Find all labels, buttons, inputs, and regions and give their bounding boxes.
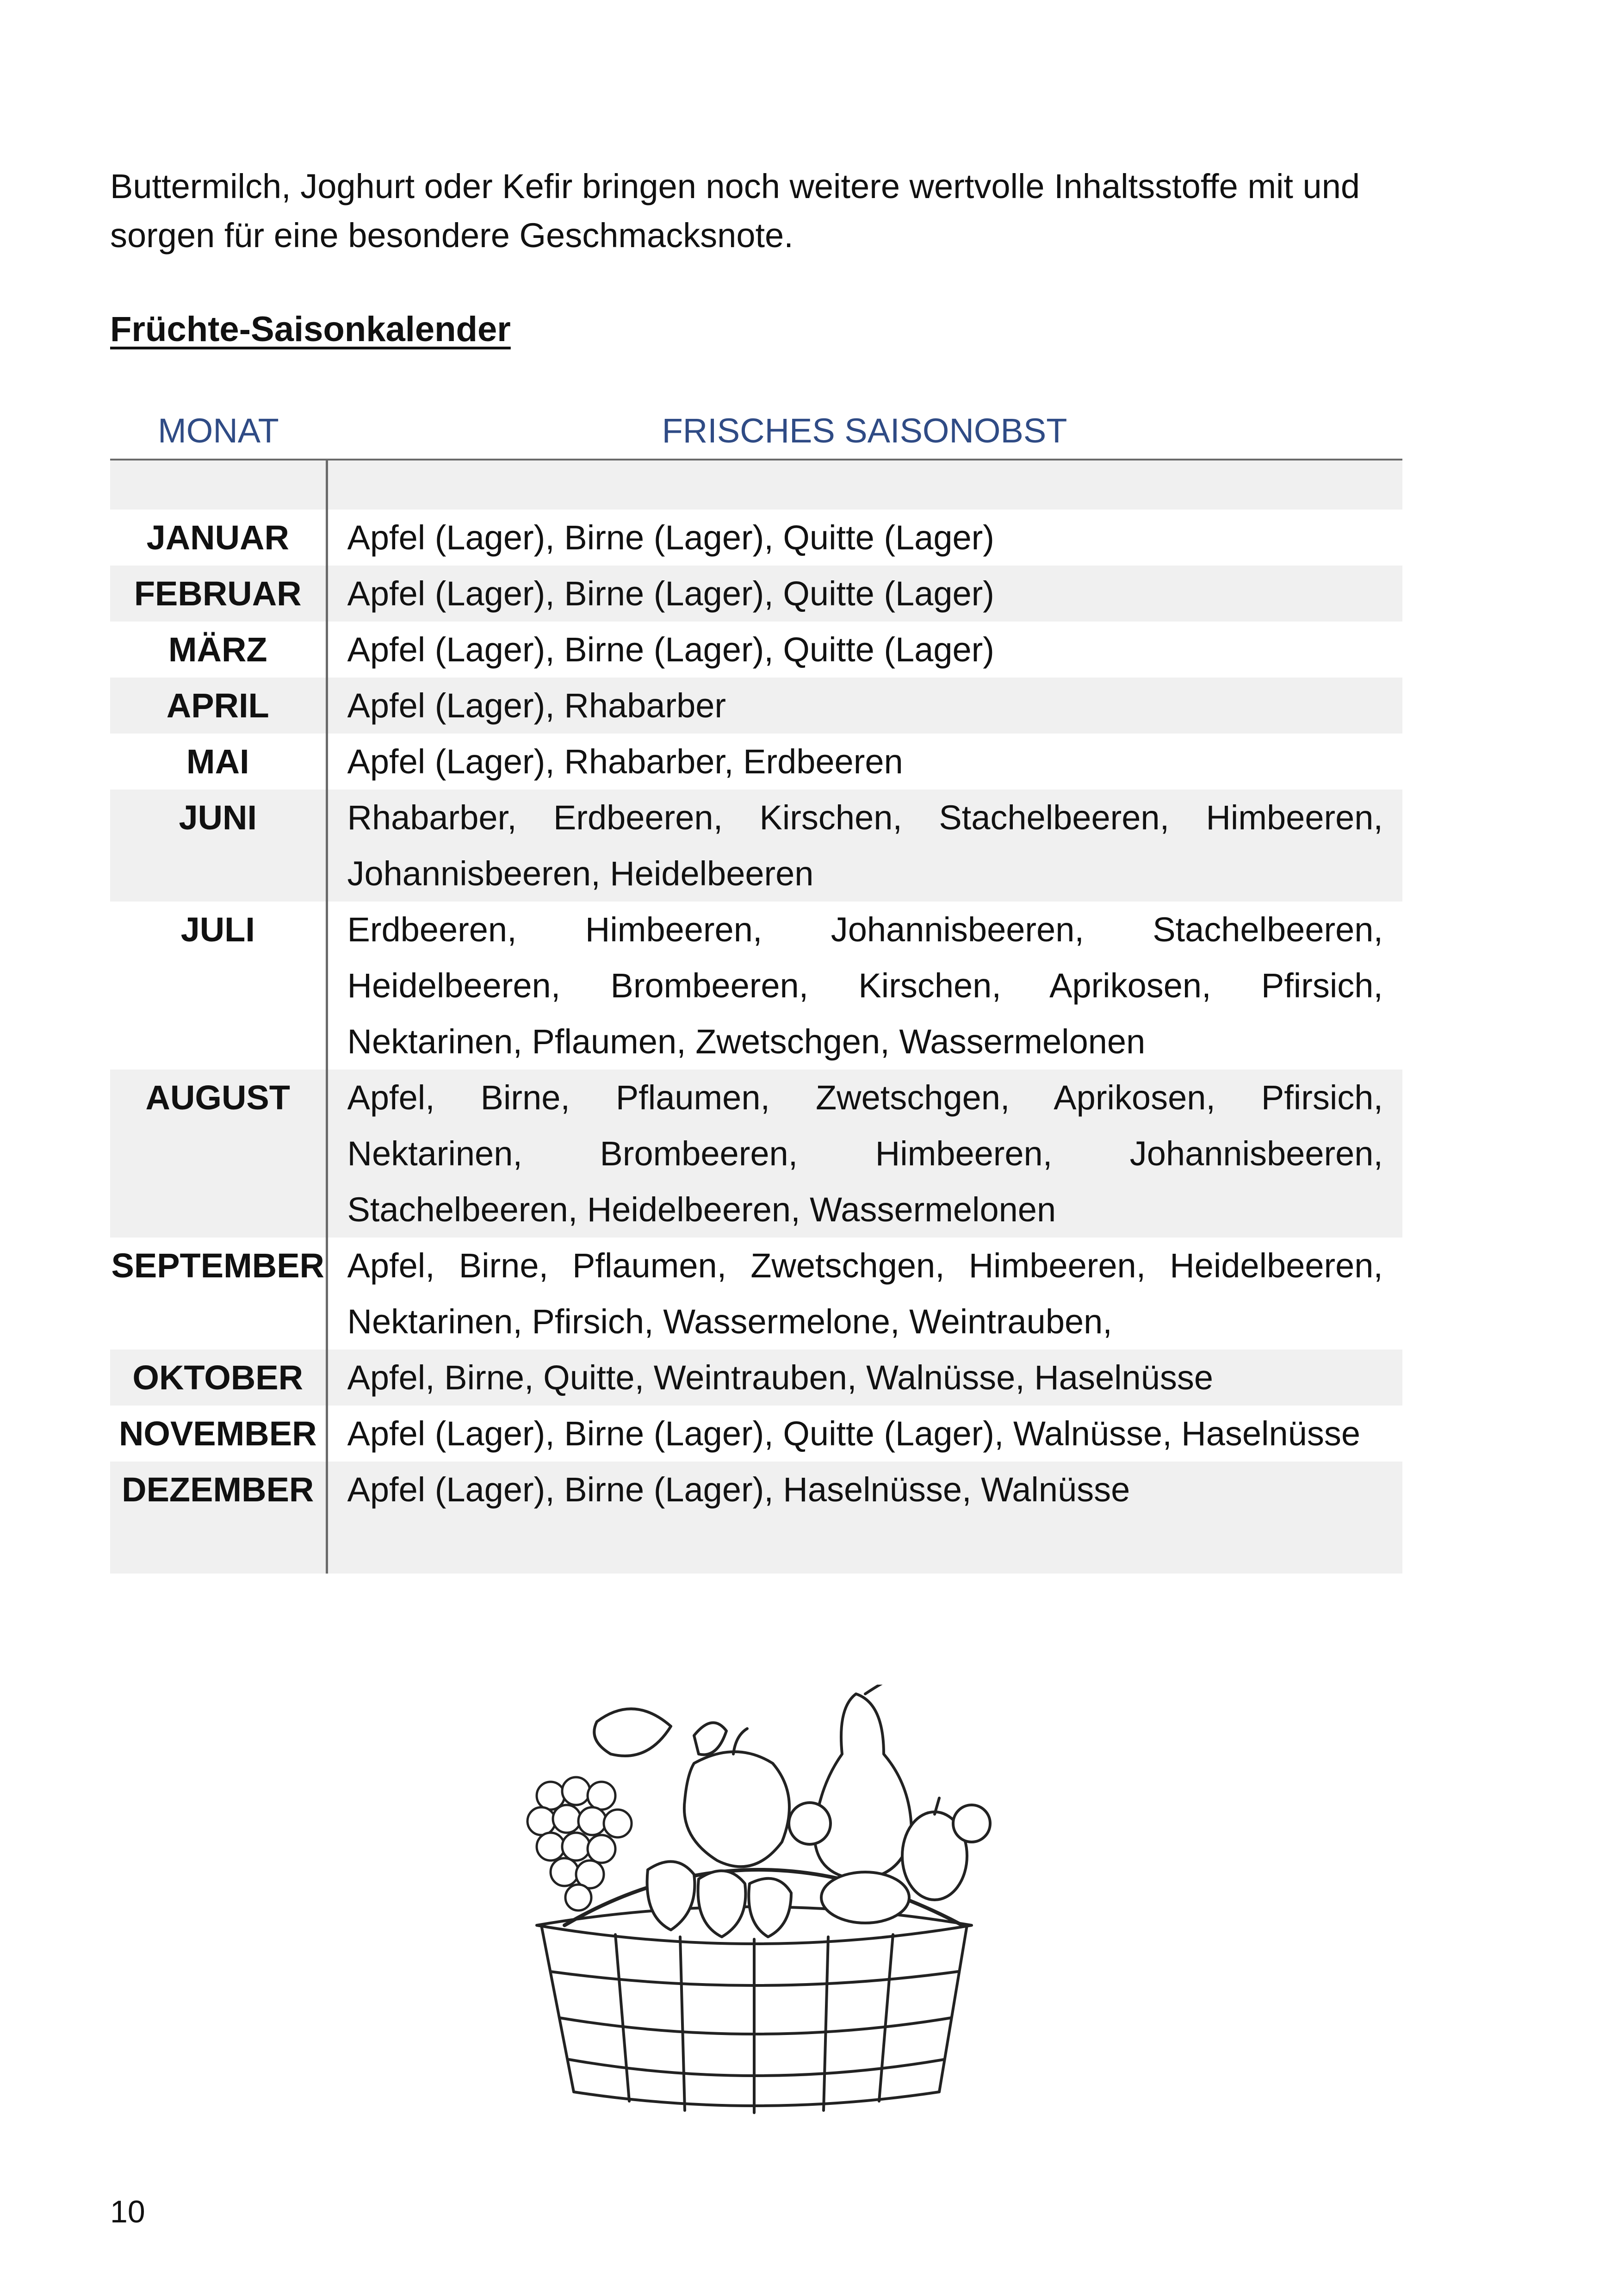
month-cell: JUNI bbox=[110, 790, 327, 902]
month-cell: DEZEMBER bbox=[110, 1462, 327, 1574]
fruit-cell: Apfel, Birne, Pflaumen, Zwetschgen, Himbeeren, Heidelbeeren, Nektarinen, Pfirsich, Wassermelone, Weintrauben, bbox=[347, 1246, 1383, 1341]
season-calendar-table bbox=[110, 403, 1402, 1574]
fruit bbox=[953, 1805, 990, 1842]
fruit-cell: Apfel (Lager), Birne (Lager), Haselnüsse, Walnüsse bbox=[327, 1462, 1402, 1574]
table-row bbox=[110, 510, 1402, 566]
fruit-cell: Apfel (Lager), Birne (Lager), Quitte (Lager) bbox=[347, 630, 994, 669]
fruit-cell: Erdbeeren, Himbeeren, Johannisbeeren, Stachelbeeren, Heidelbeeren, Brombeeren, Kirschen, Aprikosen, Pfirsich, Nektarinen, Pflaumen, Zwetschgen, Wassermelonen bbox=[347, 910, 1383, 1061]
month-cell: SEPTEMBER bbox=[110, 1238, 327, 1350]
header-fruit: FRISCHES SAISONOBST bbox=[327, 403, 1402, 460]
table-row bbox=[110, 1462, 1402, 1574]
fruit-cell: Apfel, Birne, Quitte, Weintrauben, Walnüsse, Haselnüsse bbox=[327, 1350, 1402, 1406]
section-title: Früchte-Saisonkalender bbox=[110, 310, 511, 349]
table-spacer-row bbox=[110, 460, 1402, 510]
leaf bbox=[594, 1709, 671, 1756]
fruit-basket-illustration bbox=[495, 1685, 1023, 2129]
nectarine bbox=[821, 1872, 909, 1923]
leaf bbox=[694, 1723, 726, 1755]
table-row bbox=[110, 1238, 1402, 1350]
fruit-cell: Apfel, Birne, Pflaumen, Zwetschgen, Aprikosen, Pfirsich, Nektarinen, Brombeeren, Himbeeren, Johannisbeeren, Stachelbeeren, Heidelbeeren, Wassermelonen bbox=[327, 1070, 1402, 1238]
table-row bbox=[110, 622, 1402, 678]
fruit bbox=[789, 1803, 831, 1844]
table-row bbox=[110, 790, 1402, 902]
page-number: 10 bbox=[110, 2194, 145, 2229]
table-row bbox=[110, 734, 1402, 790]
header-month: MONAT bbox=[110, 403, 327, 460]
month-cell: OKTOBER bbox=[110, 1350, 327, 1406]
table-row bbox=[110, 1350, 1402, 1406]
month-cell: JANUAR bbox=[110, 510, 327, 566]
grapes bbox=[527, 1777, 632, 1910]
intro-paragraph: Buttermilch, Joghurt oder Kefir bringen noch weitere wertvolle Inhaltsstoffe mit und sorgen für eine besondere Geschmacksnote. bbox=[110, 167, 1360, 255]
fruit-cell: Apfel (Lager), Birne (Lager), Quitte (Lager) bbox=[347, 518, 994, 557]
fruit-cell: Apfel (Lager), Rhabarber, Erdbeeren bbox=[347, 742, 903, 781]
month-cell: MÄRZ bbox=[110, 622, 327, 678]
table-row bbox=[110, 678, 1402, 734]
month-cell: AUGUST bbox=[110, 1070, 327, 1238]
table-row bbox=[110, 902, 1402, 1070]
table-row bbox=[110, 566, 1402, 622]
fruit-cell: Rhabarber, Erdbeeren, Kirschen, Stachelbeeren, Himbeeren, Johannisbeeren, Heidelbeeren bbox=[327, 790, 1402, 902]
table-row bbox=[110, 1406, 1402, 1462]
table-header-row bbox=[110, 403, 1402, 460]
apple bbox=[684, 1752, 789, 1867]
fruit-cell: Apfel (Lager), Rhabarber bbox=[327, 678, 1402, 734]
table-row bbox=[110, 1070, 1402, 1238]
fruit-cell: Apfel (Lager), Birne (Lager), Quitte (Lager), Walnüsse, Haselnüsse bbox=[347, 1414, 1360, 1453]
month-cell: JULI bbox=[110, 902, 327, 1070]
fruit-cell: Apfel (Lager), Birne (Lager), Quitte (Lager) bbox=[327, 566, 1402, 622]
month-cell: FEBRUAR bbox=[110, 566, 327, 622]
month-cell: APRIL bbox=[110, 678, 327, 734]
month-cell: NOVEMBER bbox=[110, 1406, 327, 1462]
pear bbox=[814, 1694, 911, 1879]
month-cell: MAI bbox=[110, 734, 327, 790]
